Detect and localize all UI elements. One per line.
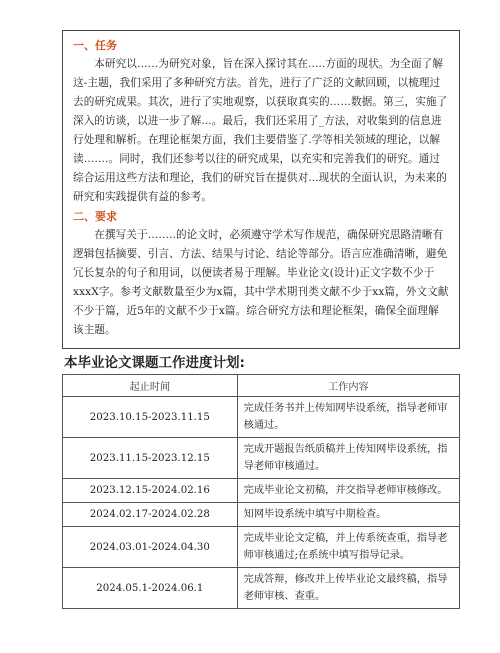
table-row bbox=[63, 479, 460, 503]
schedule-table bbox=[62, 374, 460, 609]
task-paragraph: 本研究以……为研究对象，旨在深入探讨其在.....方面的现状。为全面了解这-主题，我们采用了多种研究方法。首先，进行了广泛的文献回顾，以梳理过去的研究成果。其次，进行了实地观察，以获取真实的……数据。第三，实施了深入的访谈，以进一步了解...。最后，我们还采用了_方法，对收集到的信息进行处理和解析。在理论框架方面，我们主要借鉴了.学等相关领域的理论，以解读…….。同时，我们还参考以往的研究成果，以充实和完善我们的研究。通过综合运用这些方法和理论，我们的研究旨在提供对...现状的全面认识，为未来的研究和实践提供有益的参考。 bbox=[73, 58, 448, 203]
task-heading: 一、任务 bbox=[73, 39, 117, 52]
table-row bbox=[63, 527, 460, 568]
header-content: 工作内容 bbox=[237, 375, 459, 397]
row-content: 完成毕业论文初稿，并交指导老师审核修改。 bbox=[237, 479, 459, 503]
row-content: 完成开题报告纸质稿并上传知网毕设系统，指导老师审核通过。 bbox=[237, 438, 459, 479]
row-content: 完成答辩，修改并上传毕业论文最终稿，指导老师审核、查重。 bbox=[237, 568, 459, 609]
requirements-heading: 二、要求 bbox=[73, 210, 117, 223]
requirements-box bbox=[62, 30, 460, 349]
row-content: 完成毕业论文定稿，并上传系统查重，指导老师审核通过;在系统中填写指导记录。 bbox=[237, 527, 459, 568]
row-date: 2024.05.1-2024.06.1 bbox=[63, 568, 238, 609]
requirements-paragraph: 在撰写关于……..的论文时，必须遵守学术写作规范，确保研究思路清晰有逻辑包括摘要、引言、方法、结果与讨论、结论等部分。语言应准确清晰，避免冗长复杂的句子和用词，以便读者易于理解。毕业论文(设计)正文字数不少于xxxX字。参考文献数量至少为x篇，其中学术期刊类文献不少于xx篇，外文文献不少于篇，近5年的文献不少于x篇。综合研究方法和理论框架，确保全面理解该主题。 bbox=[73, 229, 449, 336]
table-row bbox=[63, 438, 460, 479]
table-header-row bbox=[63, 375, 460, 397]
row-content: 完成任务书并上传知网毕设系统，指导老师审核通过。 bbox=[237, 397, 459, 438]
row-date: 2023.10.15-2023.11.15 bbox=[63, 397, 238, 438]
row-date: 2023.12.15-2024.02.16 bbox=[63, 479, 238, 503]
schedule-title: 本毕业论文课题工作进度计划: bbox=[64, 355, 245, 371]
table-row bbox=[63, 503, 460, 527]
document-page bbox=[62, 30, 460, 609]
table-row bbox=[63, 568, 460, 609]
header-date: 起止时间 bbox=[63, 375, 238, 397]
table-row bbox=[63, 397, 460, 438]
row-content: 知网毕设系统中填写中期检查。 bbox=[237, 503, 459, 527]
row-date: 2024.03.01-2024.04.30 bbox=[63, 527, 238, 568]
row-date: 2024.02.17-2024.02.28 bbox=[63, 503, 238, 527]
row-date: 2023.11.15-2023.12.15 bbox=[63, 438, 238, 479]
